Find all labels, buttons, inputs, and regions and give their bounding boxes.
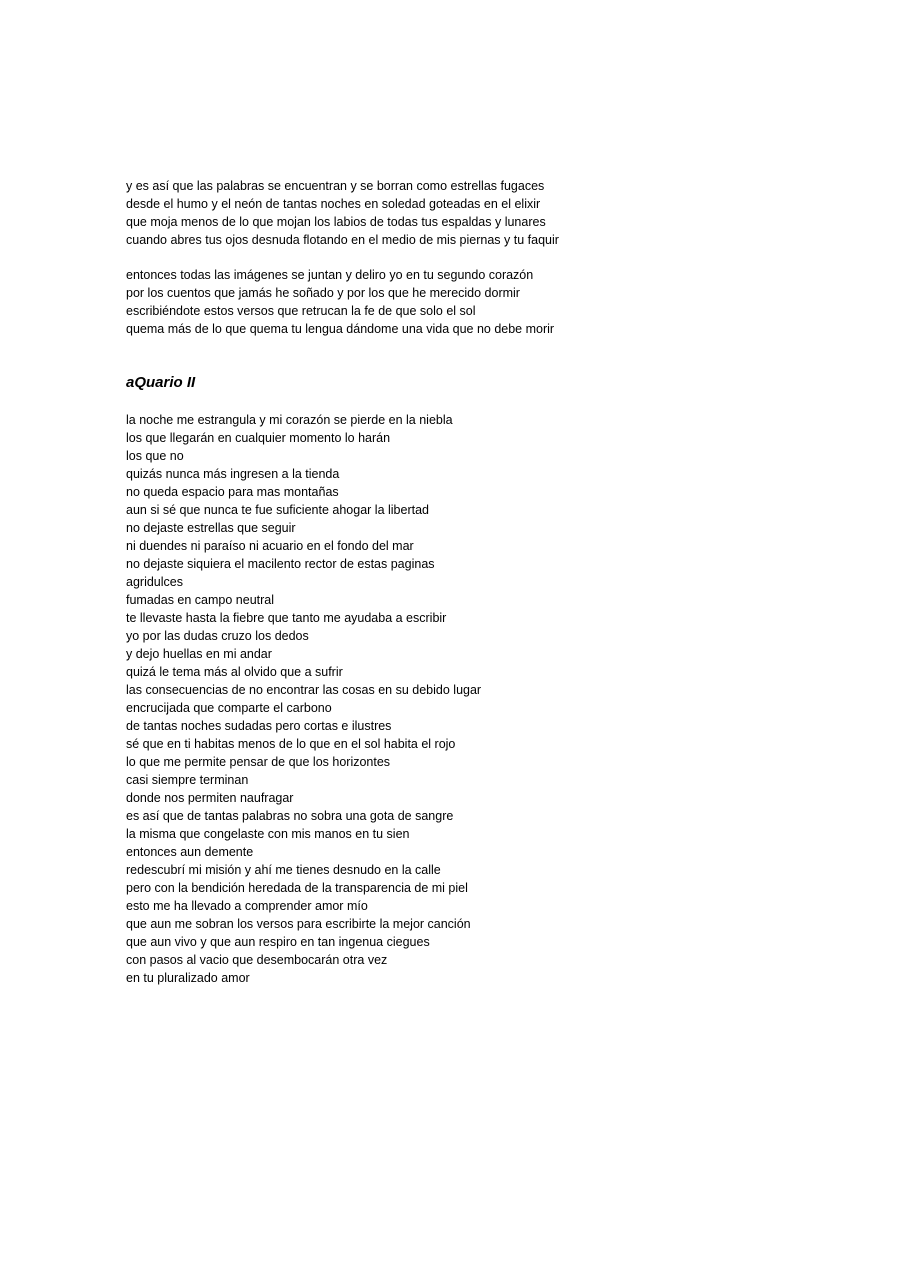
verse-line: con pasos al vacio que desembocarán otra vez bbox=[126, 953, 388, 967]
verse-line: no dejaste estrellas que seguir bbox=[126, 521, 296, 535]
verse-line: no queda espacio para mas montañas bbox=[126, 485, 339, 499]
verse-line: desde el humo y el neón de tantas noches en soledad goteadas en el elixir bbox=[126, 197, 541, 211]
verse-line: yo por las dudas cruzo los dedos bbox=[126, 629, 309, 643]
verse-line: que aun me sobran los versos para escribirte la mejor canción bbox=[126, 917, 471, 931]
verse-line: donde nos permiten naufragar bbox=[126, 791, 294, 805]
verse-line: esto me ha llevado a comprender amor mío bbox=[126, 899, 368, 913]
verse-line: entonces aun demente bbox=[126, 845, 254, 859]
verse-line: la noche me estrangula y mi corazón se pierde en la niebla bbox=[126, 413, 453, 427]
verse-line: de tantas noches sudadas pero cortas e ilustres bbox=[126, 719, 392, 733]
verse-line: ni duendes ni paraíso ni acuario en el fondo del mar bbox=[126, 539, 414, 553]
verse-line: no dejaste siquiera el macilento rector de estas paginas bbox=[126, 557, 435, 571]
verse-line: agridulces bbox=[126, 575, 183, 589]
poem-body bbox=[126, 411, 846, 987]
verse-line: y es así que las palabras se encuentran y se borran como estrellas fugaces bbox=[126, 179, 545, 193]
verse-line: pero con la bendición heredada de la transparencia de mi piel bbox=[126, 881, 468, 895]
verse-line: por los cuentos que jamás he soñado y por los que he merecido dormir bbox=[126, 286, 520, 300]
document-content bbox=[126, 177, 846, 987]
verse-line: escribiéndote estos versos que retrucan la fe de que solo el sol bbox=[126, 304, 476, 318]
verse-line: te llevaste hasta la fiebre que tanto me ayudaba a escribir bbox=[126, 611, 447, 625]
verse-line: casi siempre terminan bbox=[126, 773, 249, 787]
verse-line: quizá le tema más al olvido que a sufrir bbox=[126, 665, 343, 679]
verse-line: sé que en ti habitas menos de lo que en el sol habita el rojo bbox=[126, 737, 456, 751]
verse-line: que moja menos de lo que mojan los labios de todas tus espaldas y lunares bbox=[126, 215, 546, 229]
verse-line: fumadas en campo neutral bbox=[126, 593, 275, 607]
stanza-gap bbox=[126, 249, 846, 266]
verse-line: quema más de lo que quema tu lengua dándome una vida que no debe morir bbox=[126, 322, 555, 336]
verse-line: aun si sé que nunca te fue suficiente ahogar la libertad bbox=[126, 503, 429, 517]
stanza-1 bbox=[126, 177, 846, 249]
verse-line: que aun vivo y que aun respiro en tan ingenua ciegues bbox=[126, 935, 430, 949]
verse-line: cuando abres tus ojos desnuda flotando en el medio de mis piernas y tu faquir bbox=[126, 233, 559, 247]
verse-line: los que no bbox=[126, 449, 184, 463]
verse-line: entonces todas las imágenes se juntan y deliro yo en tu segundo corazón bbox=[126, 268, 534, 282]
verse-line: lo que me permite pensar de que los horizontes bbox=[126, 755, 391, 769]
verse-line: encrucijada que comparte el carbono bbox=[126, 701, 332, 715]
verse-line: en tu pluralizado amor bbox=[126, 971, 250, 985]
verse-line: quizás nunca más ingresen a la tienda bbox=[126, 467, 340, 481]
verse-line: los que llegarán en cualquier momento lo harán bbox=[126, 431, 391, 445]
poem-title: aQuario II bbox=[126, 374, 196, 391]
verse-line: redescubrí mi misión y ahí me tienes desnudo en la calle bbox=[126, 863, 441, 877]
verse-line: es así que de tantas palabras no sobra una gota de sangre bbox=[126, 809, 454, 823]
verse-line: las consecuencias de no encontrar las cosas en su debido lugar bbox=[126, 683, 482, 697]
verse-line: la misma que congelaste con mis manos en tu sien bbox=[126, 827, 410, 841]
verse-line: y dejo huellas en mi andar bbox=[126, 647, 272, 661]
stanza-2 bbox=[126, 266, 846, 338]
poem-title-block bbox=[126, 373, 846, 393]
